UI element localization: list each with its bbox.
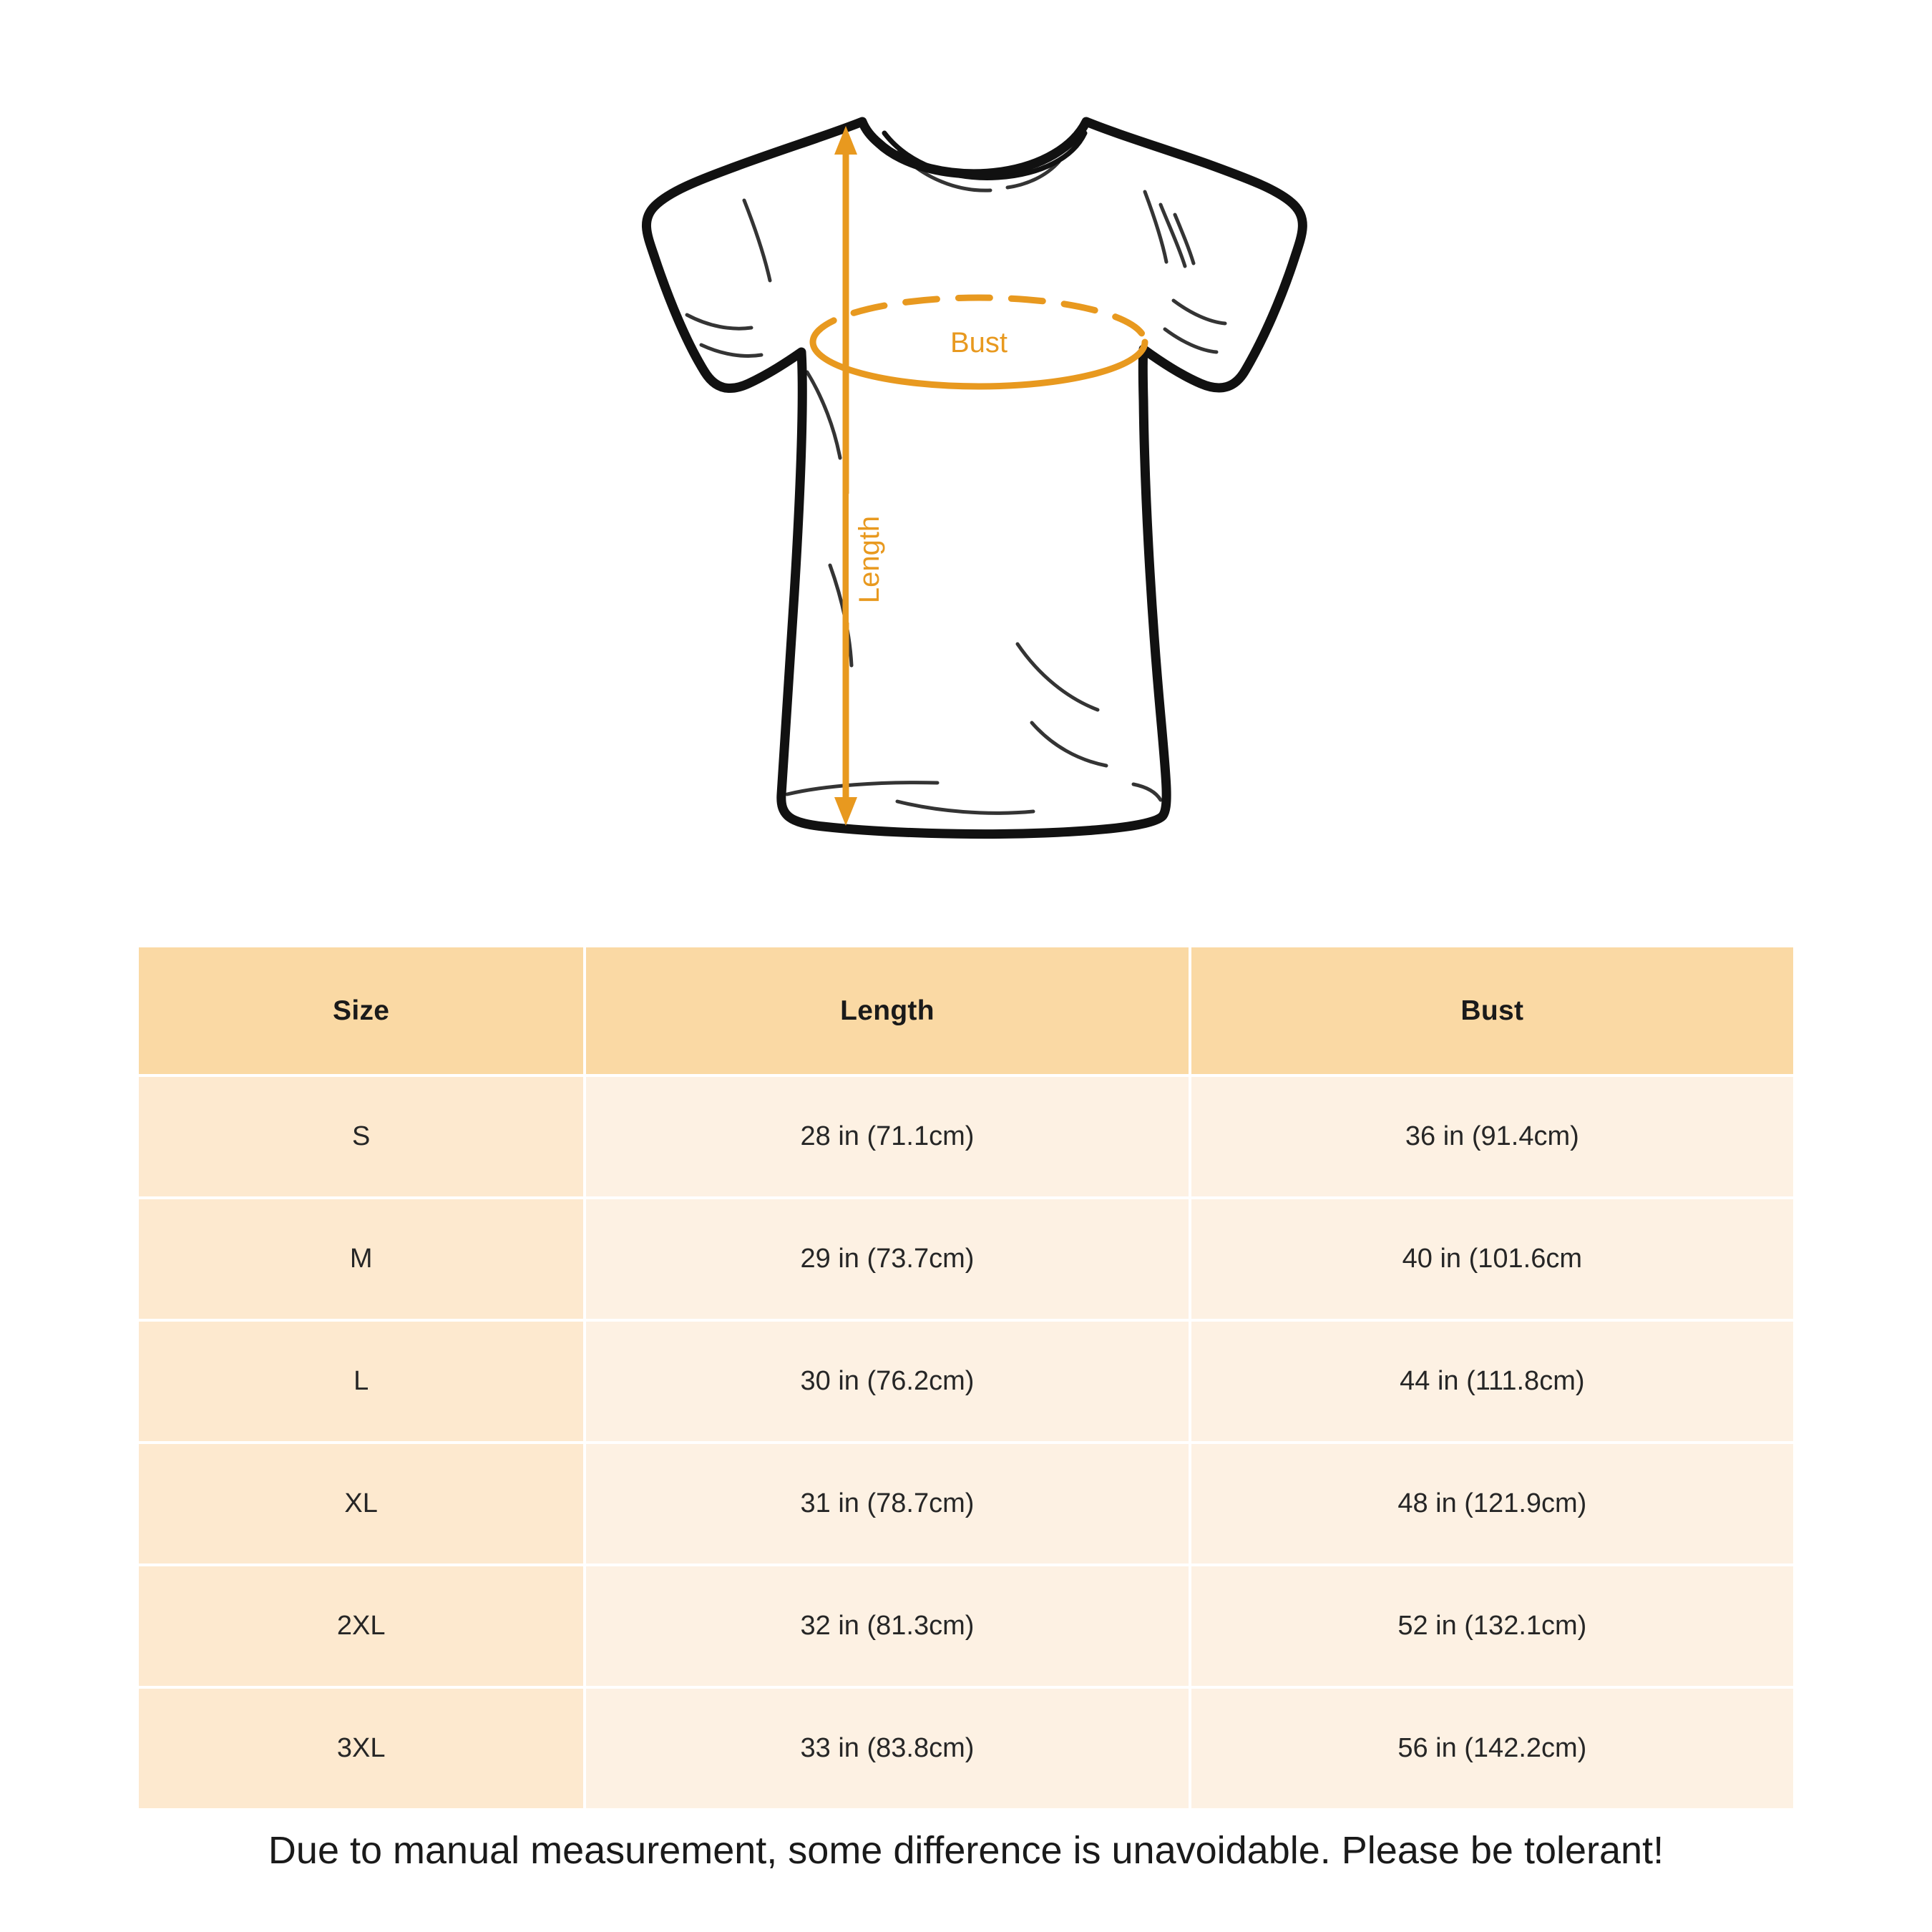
cell-bust: 48 in (121.9cm) [1190, 1443, 1795, 1565]
cell-size: S [137, 1075, 585, 1198]
size-table-container [136, 945, 1796, 1811]
cell-size: 3XL [137, 1687, 585, 1810]
table-row [137, 1320, 1795, 1443]
cell-size: M [137, 1198, 585, 1320]
cell-length: 32 in (81.3cm) [585, 1565, 1189, 1687]
column-header-size: Size [137, 946, 585, 1075]
table-row [137, 1075, 1795, 1198]
cell-size: L [137, 1320, 585, 1443]
table-header-row [137, 946, 1795, 1075]
cell-length: 30 in (76.2cm) [585, 1320, 1189, 1443]
table-row [137, 1565, 1795, 1687]
tshirt-outline [646, 122, 1302, 834]
cell-size: 2XL [137, 1565, 585, 1687]
length-label: Length [854, 515, 885, 604]
column-header-bust: Bust [1190, 946, 1795, 1075]
bust-label: Bust [950, 327, 1008, 358]
table-row [137, 1443, 1795, 1565]
measurement-disclaimer: Due to manual measurement, some difference is unavoidable. Please be tolerant! [268, 1829, 1664, 1872]
cell-bust: 36 in (91.4cm) [1190, 1075, 1795, 1198]
cell-length: 33 in (83.8cm) [585, 1687, 1189, 1810]
table-row [137, 1687, 1795, 1810]
tshirt-measurement-diagram [0, 0, 1932, 909]
column-header-length: Length [585, 946, 1189, 1075]
size-table [136, 945, 1796, 1811]
cell-bust: 40 in (101.6cm [1190, 1198, 1795, 1320]
cell-length: 28 in (71.1cm) [585, 1075, 1189, 1198]
cell-bust: 44 in (111.8cm) [1190, 1320, 1795, 1443]
cell-length: 31 in (78.7cm) [585, 1443, 1189, 1565]
cell-bust: 52 in (132.1cm) [1190, 1565, 1795, 1687]
cell-size: XL [137, 1443, 585, 1565]
table-row [137, 1198, 1795, 1320]
cell-length: 29 in (73.7cm) [585, 1198, 1189, 1320]
cell-bust: 56 in (142.2cm) [1190, 1687, 1795, 1810]
